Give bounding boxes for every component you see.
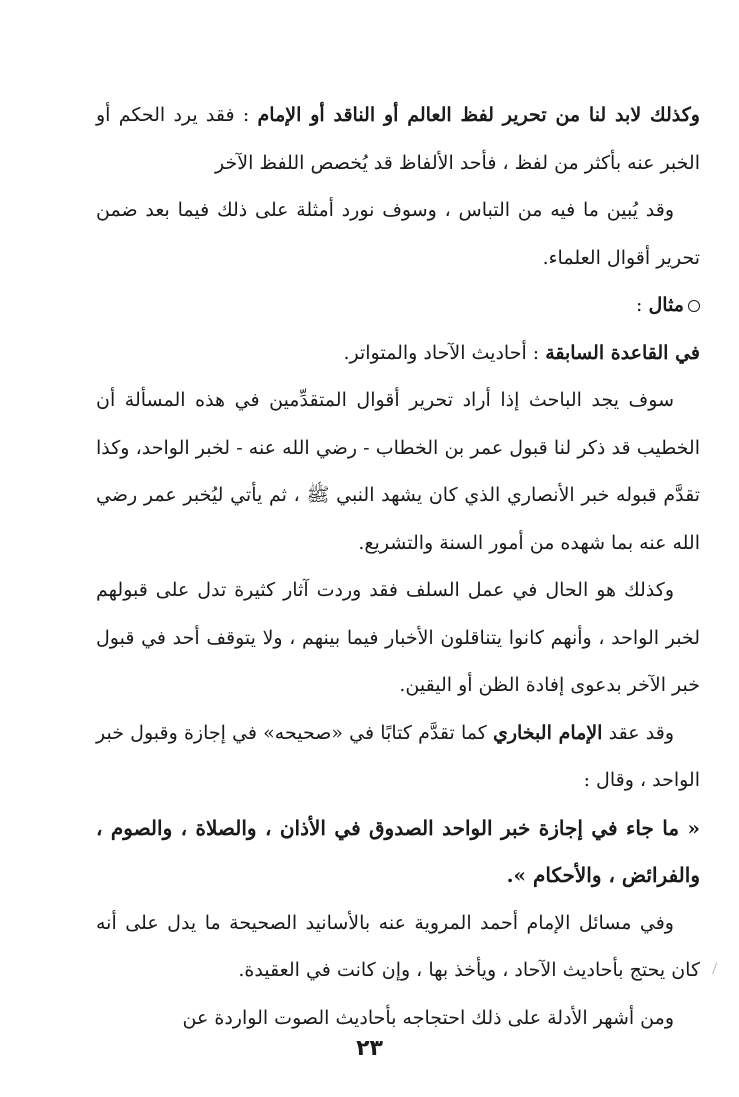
margin-mark: [712, 963, 721, 976]
paragraph-9-text: وفي مسائل الإمام أحمد المروية عنه بالأسانيد الصحيحة ما يدل على أنه كان يحتج بأحاديث الآحاد ، ويأخذ بها ، وإن كانت في العقيدة.: [96, 911, 700, 981]
paragraph-10-text: ومن أشهر الأدلة على ذلك احتجاجه بأحاديث الصوت الواردة عن: [182, 1006, 674, 1029]
paragraph-5-text: سوف يجد الباحث إذا أراد تحرير أقوال المتقدِّمين في هذه المسألة أن الخطيب قد ذكر لنا قبول عمر بن الخطاب - رضي الله عنه - لخبر الواحد، وكذا تقدَّم قبوله خبر الأنصاري الذي كان يشهد النبي ﷺ ، ثم يأتي ليُخبر عمر رضي الله عنه بما شهده من أمور السنة والتشريع.: [96, 389, 700, 554]
paragraph-10: [96, 995, 700, 1043]
paragraph-6: [96, 567, 700, 710]
paragraph-2-text: وقد يُبين ما فيه من التباس ، وسوف نورد أمثلة على ذلك فيما بعد ضمن تحرير أقوال العلماء.: [96, 199, 700, 269]
paragraph-rule-lead: في القاعدة السابقة: [545, 341, 700, 364]
paragraph-7-before: وقد عقد: [602, 721, 674, 744]
paragraph-rule-text: : أحاديث الآحاد والمتواتر.: [343, 341, 546, 364]
ring-icon: [688, 300, 700, 312]
paragraph-1: [96, 92, 700, 187]
page-number: ٢٣: [356, 1036, 383, 1061]
paragraph-9: [96, 900, 700, 995]
paragraph-1-text: : فقد يرد الحكم أو الخبر عنه بأكثر من لفظ ، فأحد الألفاظ قد يُخصص اللفظ الآخر: [96, 104, 700, 174]
quote-text: « ما جاء في إجازة خبر الواحد الصدوق في الأذان ، والصلاة ، والصوم ، والفرائض ، والأحكام ».: [96, 815, 700, 887]
example-heading: [96, 282, 700, 330]
page-body: [96, 92, 700, 1042]
paragraph-1-lead: وكذلك لابد لنا من تحرير لفظ العالم أو الناقد أو الإمام: [257, 104, 700, 126]
paragraph-2: [96, 187, 700, 282]
paragraph-6-text: وكذلك هو الحال في عمل السلف فقد وردت آثار كثيرة تدل على قبولهم لخبر الواحد ، وأنهم كانوا يتناقلون الأخبار فيما بينهم ، ولا يتوقف أحد في قبول خبر الآخر بدعوى إفادة الظن أو اليقين.: [96, 579, 700, 696]
paragraph-7-after: كما تقدَّم كتابًا في «صحيحه» في إجازة وقبول خبر الواحد ، وقال :: [96, 721, 700, 791]
bukhari-chapter-quote: [96, 805, 700, 900]
example-colon: :: [636, 294, 649, 316]
paragraph-rule: [96, 330, 700, 378]
paragraph-7-bold: الإمام البخاري: [492, 721, 603, 744]
example-label: مثال: [648, 294, 684, 316]
paragraph-7: [96, 710, 700, 805]
paragraph-5: [96, 377, 700, 567]
